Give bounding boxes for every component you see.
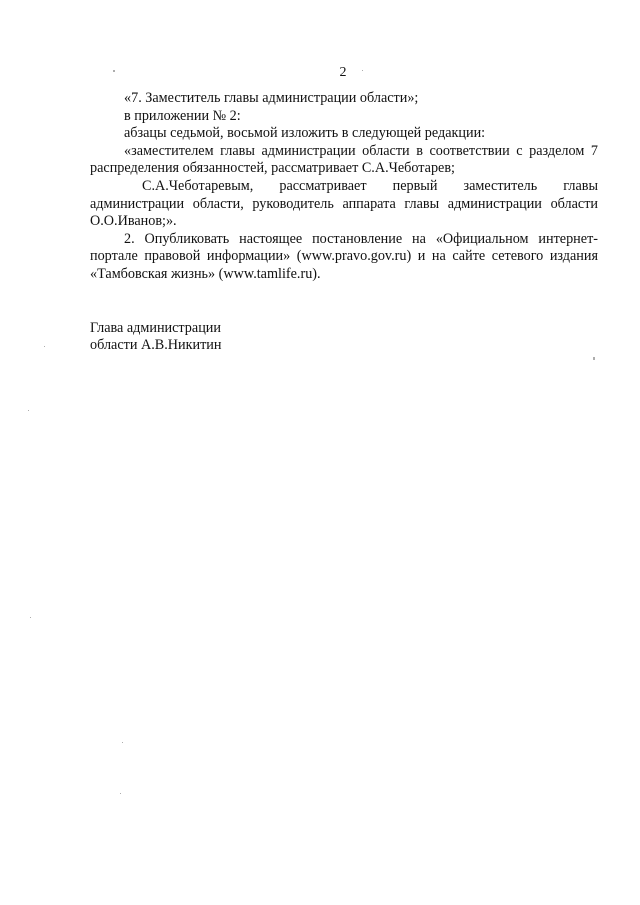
signature-position: Глава администрации xyxy=(90,319,221,336)
scan-speck xyxy=(44,346,45,347)
page-number: 2 xyxy=(339,65,347,80)
paragraph-deputy-chebotarev: «заместителем главы администрации области в соответствии с разделом 7 распределения обязанностей, рассматривает С.А.Чеботарев; xyxy=(90,142,598,177)
document-body xyxy=(90,90,598,355)
paragraph-amendment-intro: абзацы седьмой, восьмой изложить в следующей редакции: xyxy=(124,125,486,142)
paragraph-first-deputy-ivanov: С.А.Чеботаревым, рассматривает первый заместитель главы администрации области, руководитель аппарата главы администрации области О.О.Иванов;». xyxy=(90,177,598,230)
signature-spacer xyxy=(90,284,598,320)
signature-name: области А.В.Никитин xyxy=(90,337,222,354)
paragraph-appendix-2: в приложении № 2: xyxy=(124,107,241,124)
scan-speck xyxy=(593,357,595,360)
paragraph-publication: 2. Опубликовать настоящее постановление на «Официальном интернет-портале правовой информации» (www.pravo.gov.ru) и на сайте сетевого издания «Тамбовская жизнь» (www.tamlife.ru). xyxy=(90,230,598,282)
scan-speck xyxy=(113,70,115,72)
scan-speck xyxy=(122,742,123,743)
scan-speck xyxy=(120,793,121,794)
paragraph-item-7-title: «7. Заместитель главы администрации области»; xyxy=(124,90,419,106)
scan-speck xyxy=(30,617,31,618)
scan-speck xyxy=(362,70,363,71)
scan-speck xyxy=(28,410,29,411)
